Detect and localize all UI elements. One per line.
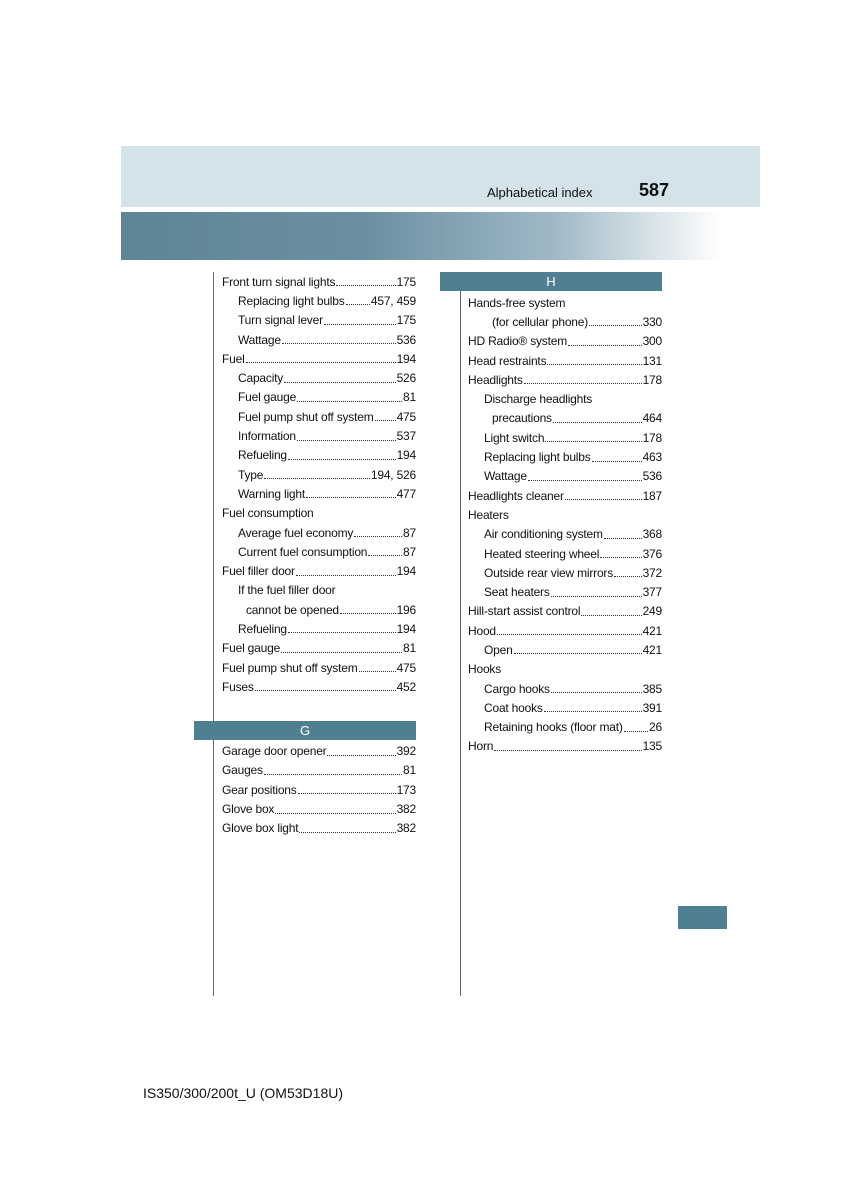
dot-leader bbox=[281, 652, 402, 653]
index-entry-text: Fuel gauge bbox=[222, 641, 281, 656]
index-entry-page: 196 bbox=[396, 602, 416, 617]
index-entry bbox=[468, 409, 662, 428]
index-entry bbox=[222, 368, 416, 387]
index-entry bbox=[468, 389, 662, 408]
index-entry-text: Current fuel consumption bbox=[238, 544, 368, 559]
index-entry-page: 457, 459 bbox=[370, 293, 416, 308]
index-entry bbox=[222, 581, 416, 600]
right-column-rule bbox=[460, 272, 461, 996]
dot-leader bbox=[589, 325, 642, 326]
footer-model-code: IS350/300/200t_U (OM53D18U) bbox=[143, 1085, 343, 1101]
index-entry bbox=[222, 561, 416, 580]
index-entry-page: 135 bbox=[642, 739, 662, 754]
index-entry bbox=[468, 718, 662, 737]
index-entry bbox=[468, 505, 662, 524]
index-entry-page: 81 bbox=[403, 390, 416, 405]
index-entry-text: HD Radio® system bbox=[468, 334, 567, 349]
dot-leader bbox=[553, 422, 642, 423]
index-entry-page: 372 bbox=[642, 565, 662, 580]
index-entry-page: 187 bbox=[642, 488, 662, 503]
index-entry-text: Fuel bbox=[222, 351, 245, 366]
index-entry-text: Fuses bbox=[222, 679, 254, 694]
dot-leader bbox=[544, 711, 642, 712]
index-entry bbox=[222, 677, 416, 696]
index-entry bbox=[222, 600, 416, 619]
dot-leader bbox=[297, 440, 396, 441]
index-entry-text: Coat hooks bbox=[484, 700, 543, 715]
index-entry-page: 194 bbox=[396, 351, 416, 366]
index-entry bbox=[222, 465, 416, 484]
dot-leader bbox=[297, 401, 402, 402]
index-entry bbox=[468, 447, 662, 466]
index-entry-text: Gear positions bbox=[222, 782, 297, 797]
index-entry bbox=[468, 698, 662, 717]
dot-leader bbox=[359, 671, 396, 672]
index-entry-page: 385 bbox=[642, 681, 662, 696]
index-entry bbox=[468, 486, 662, 505]
index-entry bbox=[468, 428, 662, 447]
index-entry bbox=[222, 388, 416, 407]
index-entry-text: Replacing light bulbs bbox=[238, 293, 345, 308]
index-entry-page: 421 bbox=[642, 642, 662, 657]
index-entry-text: If the fuel filler door bbox=[238, 583, 336, 598]
index-entry-text: Heated steering wheel bbox=[484, 546, 600, 561]
index-entry-page: 175 bbox=[396, 274, 416, 289]
section-letter-g-label: G bbox=[299, 722, 311, 738]
dot-leader bbox=[514, 653, 642, 654]
index-entry-text: Outside rear view mirrors bbox=[484, 565, 614, 580]
dot-leader bbox=[494, 750, 641, 751]
index-entry-page: 452 bbox=[396, 679, 416, 694]
index-entry-page: 173 bbox=[396, 782, 416, 797]
dot-leader bbox=[282, 343, 396, 344]
dot-leader bbox=[246, 362, 396, 363]
dot-leader bbox=[547, 364, 641, 365]
index-entry-text: Refueling bbox=[238, 448, 287, 463]
index-entry bbox=[222, 780, 416, 799]
dot-leader bbox=[340, 613, 396, 614]
section-letter-g bbox=[194, 721, 416, 740]
index-entry-text: Light switch bbox=[484, 430, 545, 445]
index-entry-page: 194 bbox=[396, 448, 416, 463]
dot-leader bbox=[524, 383, 642, 384]
index-entry-page: 249 bbox=[642, 604, 662, 619]
header-title: Alphabetical index bbox=[487, 185, 593, 200]
index-entry-text: (for cellular phone) bbox=[492, 314, 589, 329]
left-entries bbox=[222, 272, 416, 697]
index-entry-page: 87 bbox=[403, 544, 416, 559]
header-gradient-band bbox=[121, 212, 721, 260]
index-entry bbox=[222, 639, 416, 658]
dot-leader bbox=[497, 634, 642, 635]
index-entry-page: 464 bbox=[642, 411, 662, 426]
index-entry bbox=[222, 523, 416, 542]
index-entry-page: 81 bbox=[403, 641, 416, 656]
dot-leader bbox=[600, 557, 641, 558]
index-entry-text: Capacity bbox=[238, 371, 284, 386]
dot-leader bbox=[545, 441, 641, 442]
dot-leader bbox=[604, 538, 642, 539]
dot-leader bbox=[298, 793, 396, 794]
index-entry-text: Gauges bbox=[222, 763, 263, 778]
dot-leader bbox=[284, 382, 395, 383]
index-entry bbox=[468, 582, 662, 601]
index-entry-text: Horn bbox=[468, 739, 494, 754]
index-entry bbox=[468, 737, 662, 756]
index-entry bbox=[222, 761, 416, 780]
index-entry bbox=[222, 742, 416, 761]
index-entry-page: 131 bbox=[642, 353, 662, 368]
index-entry bbox=[468, 679, 662, 698]
dot-leader bbox=[568, 345, 642, 346]
left-column-rule bbox=[213, 272, 214, 996]
index-entry bbox=[222, 349, 416, 368]
index-entry bbox=[468, 640, 662, 659]
index-entry-page: 536 bbox=[642, 469, 662, 484]
index-entry-page: 368 bbox=[642, 527, 662, 542]
dot-leader bbox=[581, 615, 641, 616]
index-entry-text: Heaters bbox=[468, 507, 509, 522]
index-entry-page: 477 bbox=[396, 486, 416, 501]
index-entry bbox=[468, 332, 662, 351]
index-entry-page: 537 bbox=[396, 429, 416, 444]
index-entry-text: Fuel gauge bbox=[238, 390, 297, 405]
dot-leader bbox=[306, 497, 396, 498]
index-entry bbox=[468, 467, 662, 486]
page-number: 587 bbox=[639, 180, 670, 200]
index-entry-page: 376 bbox=[642, 546, 662, 561]
index-entry-text: Replacing light bulbs bbox=[484, 450, 591, 465]
index-entry bbox=[222, 291, 416, 310]
section-letter-h bbox=[440, 272, 662, 291]
dot-leader bbox=[288, 632, 396, 633]
index-entry-page: 391 bbox=[642, 700, 662, 715]
index-entry bbox=[222, 819, 416, 838]
index-entry-page: 463 bbox=[642, 450, 662, 465]
index-entry-text: Open bbox=[484, 642, 513, 657]
index-entry bbox=[222, 504, 416, 523]
dot-leader bbox=[565, 499, 642, 500]
index-entry-text: Discharge headlights bbox=[484, 392, 593, 407]
dot-leader bbox=[296, 575, 396, 576]
index-entry bbox=[468, 351, 662, 370]
index-entry bbox=[468, 293, 662, 312]
dot-leader bbox=[327, 755, 395, 756]
index-entry-text: Retaining hooks (floor mat) bbox=[484, 720, 623, 735]
index-entry-text: Front turn signal lights bbox=[222, 274, 336, 289]
index-entry bbox=[468, 312, 662, 331]
index-entry-text: Glove box bbox=[222, 802, 275, 817]
index-entry-page: 392 bbox=[396, 744, 416, 759]
index-entry bbox=[222, 799, 416, 818]
dot-leader bbox=[368, 555, 402, 556]
dot-leader bbox=[354, 536, 402, 537]
index-entry-text: Fuel pump shut off system bbox=[238, 409, 374, 424]
right-column bbox=[468, 272, 662, 756]
index-entry-page: 526 bbox=[396, 371, 416, 386]
index-entry-page: 536 bbox=[396, 332, 416, 347]
index-entry-text: Wattage bbox=[484, 469, 527, 484]
index-entry-text: Refueling bbox=[238, 621, 287, 636]
index-entry bbox=[222, 484, 416, 503]
index-entry-page: 330 bbox=[642, 314, 662, 329]
dot-leader bbox=[528, 480, 642, 481]
index-entry bbox=[222, 619, 416, 638]
index-entry-text: Information bbox=[238, 429, 296, 444]
dot-leader bbox=[275, 813, 395, 814]
dot-leader bbox=[346, 304, 370, 305]
index-entry bbox=[222, 542, 416, 561]
index-entry bbox=[468, 544, 662, 563]
section-letter-h-label: H bbox=[546, 274, 556, 289]
index-entry-text: Fuel filler door bbox=[222, 564, 295, 579]
index-entry-text: Average fuel economy bbox=[238, 525, 354, 540]
dot-leader bbox=[375, 420, 396, 421]
index-entry-text: Wattage bbox=[238, 332, 281, 347]
index-entry-page: 421 bbox=[642, 623, 662, 638]
dot-leader bbox=[264, 774, 402, 775]
index-entry bbox=[468, 563, 662, 582]
index-entry-text: Hooks bbox=[468, 662, 502, 677]
index-entry-page: 475 bbox=[396, 660, 416, 675]
index-entry-page: 175 bbox=[396, 313, 416, 328]
index-entry-text: Fuel pump shut off system bbox=[222, 660, 358, 675]
index-entry-text: Air conditioning system bbox=[484, 527, 603, 542]
index-entry-page: 178 bbox=[642, 430, 662, 445]
right-entries bbox=[468, 293, 662, 756]
index-entry-page: 81 bbox=[403, 763, 416, 778]
index-entry-text: Garage door opener bbox=[222, 744, 327, 759]
index-entry bbox=[222, 272, 416, 291]
left-column bbox=[222, 272, 416, 838]
dot-leader bbox=[551, 692, 642, 693]
index-entry-page: 178 bbox=[642, 372, 662, 387]
index-entry-text: Type bbox=[238, 467, 264, 482]
index-entry-page: 194 bbox=[396, 564, 416, 579]
dot-leader bbox=[324, 324, 396, 325]
dot-leader bbox=[288, 459, 396, 460]
index-entry-page: 382 bbox=[396, 821, 416, 836]
index-entry-text: Turn signal lever bbox=[238, 313, 323, 328]
dot-leader bbox=[299, 832, 395, 833]
index-entry bbox=[222, 658, 416, 677]
index-entry-text: Warning light bbox=[238, 486, 305, 501]
index-entry-page: 194 bbox=[396, 621, 416, 636]
dot-leader bbox=[336, 285, 395, 286]
index-entry-page: 300 bbox=[642, 334, 662, 349]
index-entry-text: Headlights cleaner bbox=[468, 488, 564, 503]
index-entry-text: Hands-free system bbox=[468, 295, 566, 310]
index-entry-page: 87 bbox=[403, 525, 416, 540]
index-entry-text: Hood bbox=[468, 623, 496, 638]
index-entry bbox=[222, 330, 416, 349]
index-entry bbox=[468, 370, 662, 389]
section-thumb-tab bbox=[678, 906, 727, 929]
index-entry-page: 377 bbox=[642, 585, 662, 600]
dot-leader bbox=[624, 731, 648, 732]
index-entry bbox=[468, 621, 662, 640]
index-entry-text: Hill-start assist control bbox=[468, 604, 581, 619]
dot-leader bbox=[551, 596, 642, 597]
index-entry-text: precautions bbox=[492, 411, 552, 426]
dot-leader bbox=[264, 478, 370, 479]
index-entry-text: Headlights bbox=[468, 372, 523, 387]
index-entry bbox=[222, 407, 416, 426]
index-entry-text: cannot be opened bbox=[246, 602, 339, 617]
index-entry-text: Seat heaters bbox=[484, 585, 550, 600]
index-entry bbox=[468, 602, 662, 621]
index-entry bbox=[222, 446, 416, 465]
dot-leader bbox=[255, 690, 396, 691]
left-section-entries bbox=[222, 742, 416, 838]
index-entry bbox=[222, 426, 416, 445]
index-entry-text: Head restraints bbox=[468, 353, 547, 368]
dot-leader bbox=[614, 576, 642, 577]
index-entry bbox=[468, 660, 662, 679]
index-entry bbox=[222, 311, 416, 330]
index-entry-page: 194, 526 bbox=[370, 467, 416, 482]
index-entry-text: Fuel consumption bbox=[222, 506, 314, 521]
index-entry-text: Glove box light bbox=[222, 821, 299, 836]
index-entry-page: 475 bbox=[396, 409, 416, 424]
dot-leader bbox=[592, 461, 642, 462]
index-entry bbox=[468, 525, 662, 544]
index-entry-page: 382 bbox=[396, 802, 416, 817]
index-entry-page: 26 bbox=[649, 720, 662, 735]
index-entry-text: Cargo hooks bbox=[484, 681, 550, 696]
